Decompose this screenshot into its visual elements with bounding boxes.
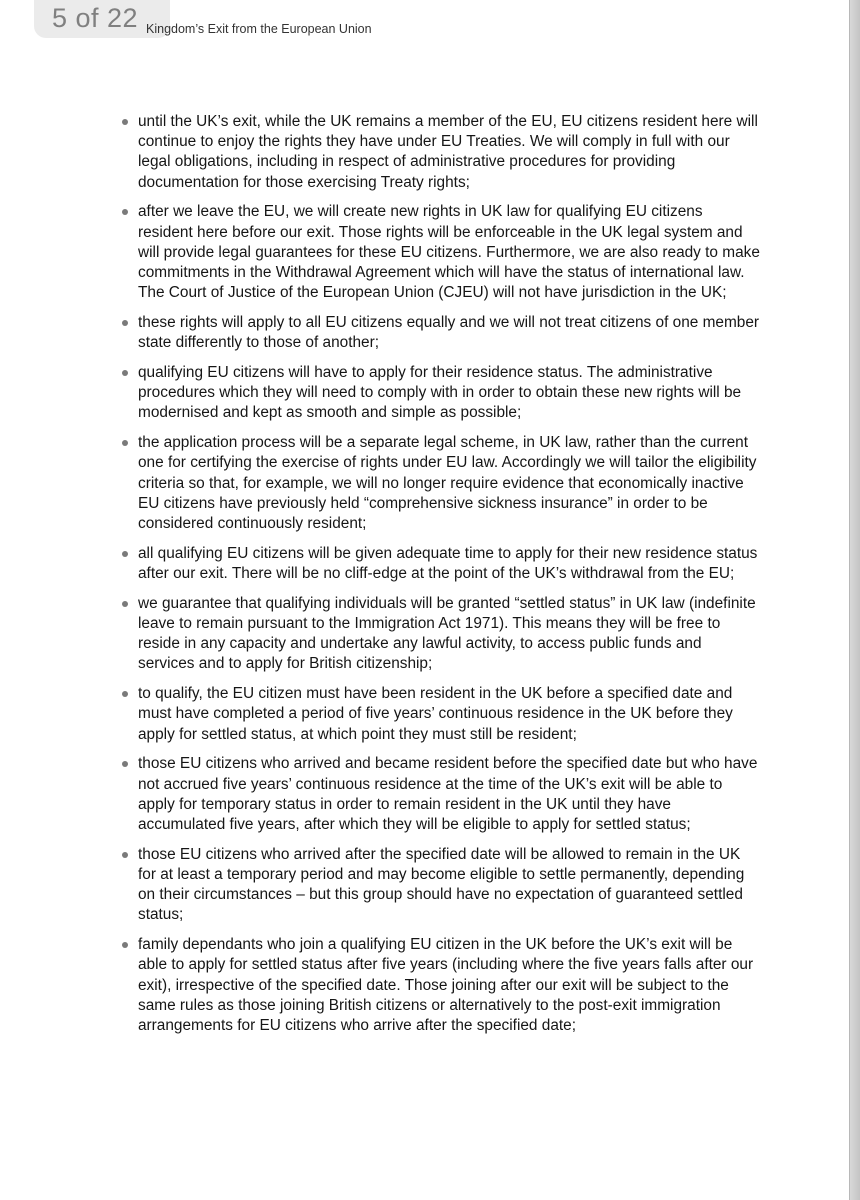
list-item-text: these rights will apply to all EU citizens equally and we will not treat citizens of one member state differently to those of another; (138, 314, 760, 352)
list-item (120, 363, 760, 424)
list-item (120, 313, 760, 353)
list-item-text: those EU citizens who arrived after the specified date will be allowed to remain in the UK for at least a temporary period and may become eligible to settle permanently, depending on their circumstances – but this group should have no expectation of guaranteed settled status; (138, 845, 745, 924)
list-item (120, 202, 760, 303)
list-item-text: family dependants who join a qualifying EU citizen in the UK before the UK’s exit will be able to apply for settled status after five years (including where the five years falls after our exit), irrespective of the specified date. Those joining after our exit will be subject to the same rules as those joining British citizens or alternatively to the post-exit immigration arrangements for EU citizens who arrive after the specified date; (138, 936, 754, 1035)
list-item-text: qualifying EU citizens will have to apply for their residence status. The administrative procedures which they will need to comply with in order to obtain these new rights will be modernised and kept as smooth and simple as possible; (138, 364, 742, 422)
bullet-icon (122, 440, 128, 446)
list-item (120, 754, 760, 835)
bullet-icon (122, 691, 128, 697)
list-item-text: all qualifying EU citizens will be given adequate time to apply for their new residence status after our exit. There will be no cliff-edge at the point of the UK’s withdrawal from the EU; (138, 544, 758, 583)
running-header: Kingdom’s Exit from the European Union (146, 22, 372, 36)
list-item-text: the application process will be a separate legal scheme, in UK law, rather than the current one for certifying the exercise of rights under EU law. Accordingly we will tailor the eligibility criteria so that, for example, we will no longer require evidence that economically inactive EU citizens have previously held “comprehensive sickness insurance” in order to be considered continuously resident; (138, 434, 757, 533)
bullet-icon (122, 852, 128, 858)
bullet-icon (122, 942, 128, 948)
document-body (120, 112, 760, 1046)
list-item-text: those EU citizens who arrived and became resident before the specified date but who have not accrued five years’ continuous residence at the time of the UK’s exit will be able to apply for temporary status in order to remain resident in the UK until they have accumulated five years, after which they will be eligible to apply for settled status; (138, 755, 758, 834)
bullet-icon (122, 761, 128, 767)
list-item-text: after we leave the EU, we will create new rights in UK law for qualifying EU citizens resident here before our exit. Those rights will be enforceable in the UK legal system and will provide legal guarantees for these EU citizens. Furthermore, we are also ready to make commitments in the Withdrawal Agreement which will have the status of international law. The Court of Justice of the European Union (CJEU) will not have jurisdiction in the UK; (138, 203, 760, 302)
list-item (120, 112, 760, 193)
bullet-icon (122, 320, 128, 326)
list-item-text: to qualify, the EU citizen must have been resident in the UK before a specified date and must have completed a period of five years’ continuous residence in the UK before they apply for settled status, at which point they must still be resident; (138, 685, 733, 743)
list-item (120, 433, 760, 534)
bullet-list (120, 112, 760, 1036)
scrollbar-gutter[interactable] (849, 0, 860, 1200)
bullet-icon (122, 370, 128, 376)
bullet-icon (122, 551, 128, 557)
list-item-text: we guarantee that qualifying individuals will be granted “settled status” in UK law (indefinite leave to remain pursuant to the Immigration Act 1971). This means they will be free to reside in any capacity and undertake any lawful activity, to access public funds and services and to apply for British citizenship; (138, 594, 756, 673)
page-indicator-text: 5 of 22 (52, 2, 139, 33)
list-item (120, 845, 760, 926)
list-item (120, 935, 760, 1036)
list-item-text: until the UK’s exit, while the UK remains a member of the EU, EU citizens resident here will continue to enjoy the rights they have under EU Treaties. We will comply in full with our legal obligations, including in respect of administrative procedures for providing documentation for those exercising Treaty rights; (138, 113, 758, 191)
list-item (120, 544, 760, 584)
list-item (120, 684, 760, 745)
bullet-icon (122, 119, 128, 125)
list-item (120, 594, 760, 675)
bullet-icon (122, 209, 128, 215)
bullet-icon (122, 601, 128, 607)
